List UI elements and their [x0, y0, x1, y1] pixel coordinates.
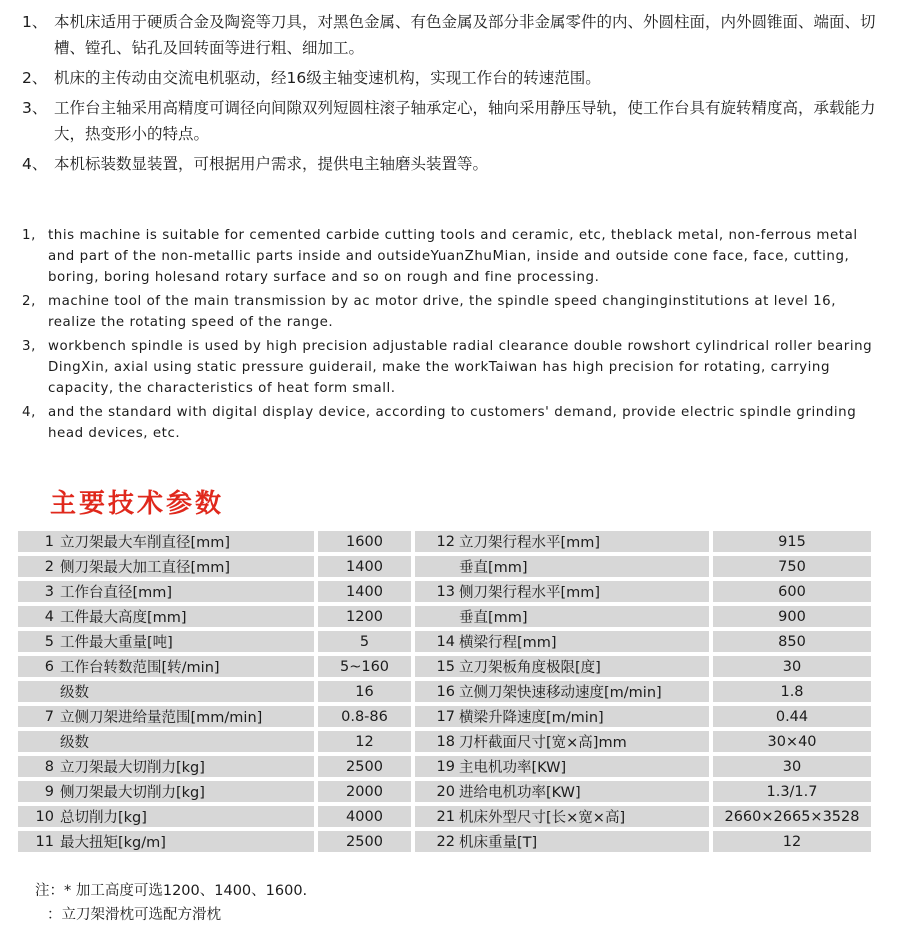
spec-row — [18, 581, 871, 606]
spec-label: 机床外型尺寸[长×宽×高] — [459, 810, 626, 826]
spec-value: 12 — [713, 831, 871, 852]
spec-row — [18, 831, 871, 852]
spec-label-cell — [18, 681, 318, 706]
spec-index: 16 — [436, 683, 455, 700]
spec-label: 侧刀架行程水平[mm] — [459, 585, 601, 601]
spec-label-cell — [415, 656, 713, 681]
spec-label-cell — [415, 731, 713, 756]
spec-index: 17 — [436, 708, 455, 725]
spec-label-wrap — [18, 756, 314, 777]
spec-value: 5 — [318, 631, 415, 656]
intro-cn-text: 工作台主轴采用高精度可调径向间隙双列短圆柱滚子轴承定心，轴向采用静压导轨，使工作台具有旋转精度高，承载能力大，热变形小的特点。 — [54, 99, 876, 143]
spec-label: 工件最大重量[吨] — [60, 635, 173, 651]
spec-index: 20 — [436, 783, 455, 800]
spec-label-wrap — [18, 681, 314, 702]
intro-cn-text: 本机标装数显装置，可根据用户需求，提供电主轴磨头装置等。 — [54, 155, 489, 173]
spec-label-wrap — [415, 656, 709, 677]
spec-value: 600 — [713, 581, 871, 606]
intro-en-list — [22, 225, 884, 447]
spec-value: 0.8-86 — [318, 706, 415, 731]
spec-label: 刀杆截面尺寸[宽×高]mm — [459, 735, 627, 751]
spec-label: 侧刀架最大加工直径[mm] — [60, 560, 231, 576]
spec-label: 最大扭矩[kg/m] — [60, 835, 166, 851]
spec-label: 横梁升降速度[m/min] — [459, 710, 604, 726]
spec-row — [18, 556, 871, 581]
intro-cn-item — [22, 65, 882, 91]
spec-label-cell — [415, 581, 713, 606]
spec-label: 侧刀架最大切削力[kg] — [60, 785, 205, 801]
spec-label-wrap — [415, 706, 709, 727]
intro-en-text: workbench spindle is used by high precision adjustable radial clearance double rowshort cylindrical roller bearing DingXin, axial using static pressure guiderail, make the workTaiwan has high precision for rotating, carrying capacity, the characteristics of heat form small. — [48, 339, 873, 396]
spec-label-cell — [18, 656, 318, 681]
spec-value: 16 — [318, 681, 415, 706]
spec-row — [18, 656, 871, 681]
spec-label-cell — [415, 756, 713, 781]
spec-label: 垂直[mm] — [459, 560, 528, 576]
spec-row — [18, 731, 871, 756]
spec-table — [18, 531, 871, 852]
spec-value: 850 — [713, 631, 871, 656]
spec-label-wrap — [415, 831, 709, 852]
spec-label: 立刀架最大车削直径[mm] — [60, 535, 231, 551]
spec-value: 30 — [713, 756, 871, 781]
spec-row — [18, 706, 871, 731]
spec-index: 7 — [44, 708, 54, 725]
spec-value: 750 — [713, 556, 871, 581]
spec-row — [18, 806, 871, 831]
spec-label-cell — [415, 606, 713, 631]
intro-en-item — [22, 336, 884, 399]
intro-cn-item — [22, 95, 882, 147]
spec-section-title: 主要技术参数 — [50, 489, 225, 519]
spec-label-wrap — [18, 781, 314, 802]
spec-label-cell — [18, 581, 318, 606]
spec-index: 2 — [44, 558, 54, 575]
spec-label: 工作台直径[mm] — [60, 585, 173, 601]
spec-label-wrap — [415, 581, 709, 602]
spec-label-wrap — [18, 631, 314, 652]
spec-label-cell — [415, 631, 713, 656]
spec-value: 1.8 — [713, 681, 871, 706]
spec-value: 915 — [713, 531, 871, 556]
spec-index: 13 — [436, 583, 455, 600]
spec-label: 工作台转数范围[转/min] — [60, 660, 220, 676]
spec-label-wrap — [18, 731, 314, 752]
spec-label-cell — [18, 756, 318, 781]
spec-label-cell — [415, 531, 713, 556]
intro-cn-num: 3、 — [22, 99, 48, 117]
spec-index: 14 — [436, 633, 455, 650]
spec-label: 工件最大高度[mm] — [60, 610, 187, 626]
spec-label-wrap — [415, 531, 709, 552]
spec-value: 1400 — [318, 556, 415, 581]
intro-en-num: 1, — [22, 228, 36, 243]
spec-label-cell — [415, 556, 713, 581]
spec-label-cell — [18, 806, 318, 831]
note-line-2: ：立刀架滑枕可选配方滑枕 — [47, 907, 221, 923]
spec-label-cell — [415, 781, 713, 806]
spec-index: 8 — [44, 758, 54, 775]
spec-label: 立侧刀架进给量范围[mm/min] — [60, 710, 263, 726]
intro-en-item — [22, 291, 884, 333]
spec-value: 4000 — [318, 806, 415, 831]
spec-label-cell — [415, 831, 713, 852]
spec-label-wrap — [415, 556, 709, 577]
spec-label-cell — [18, 531, 318, 556]
spec-label: 主电机功率[KW] — [459, 760, 567, 776]
spec-row — [18, 681, 871, 706]
spec-table-body — [18, 531, 871, 852]
spec-index: 4 — [44, 608, 54, 625]
spec-label-cell — [415, 806, 713, 831]
intro-en-text: this machine is suitable for cemented carbide cutting tools and ceramic, etc, theblack metal, non-ferrous metal and part of the non-metallic parts inside and outsideYuanZhuMian, inside and outside cone face, face, cutting, boring, boring holesand rotary surface and so on rough and fine processing. — [48, 228, 858, 285]
spec-index: 3 — [44, 583, 54, 600]
spec-row — [18, 606, 871, 631]
spec-label: 立刀架最大切削力[kg] — [60, 760, 205, 776]
spec-row — [18, 531, 871, 556]
spec-label-wrap — [415, 681, 709, 702]
spec-label: 级数 — [60, 685, 89, 701]
spec-index: 22 — [436, 833, 455, 850]
spec-label-wrap — [18, 806, 314, 827]
spec-label-wrap — [18, 656, 314, 677]
spec-index: 12 — [436, 533, 455, 550]
intro-en-text: machine tool of the main transmission by ac motor drive, the spindle speed changinginstitutions at level 16, realize the rotating speed of the range. — [48, 294, 837, 330]
intro-en-num: 3, — [22, 339, 36, 354]
spec-index: 15 — [436, 658, 455, 675]
spec-value: 2500 — [318, 831, 415, 852]
intro-cn-num: 2、 — [22, 69, 48, 87]
spec-value: 2500 — [318, 756, 415, 781]
spec-value: 2660×2665×3528 — [713, 806, 871, 831]
intro-en-num: 2, — [22, 294, 36, 309]
spec-label-wrap — [18, 531, 314, 552]
intro-cn-item — [22, 151, 882, 177]
spec-value: 1600 — [318, 531, 415, 556]
spec-index: 21 — [436, 808, 455, 825]
intro-cn-num: 1、 — [22, 13, 48, 31]
spec-label-cell — [415, 706, 713, 731]
spec-label-cell — [18, 556, 318, 581]
notes — [35, 879, 307, 927]
spec-label-wrap — [415, 781, 709, 802]
intro-en-num: 4, — [22, 405, 36, 420]
spec-value: 1200 — [318, 606, 415, 631]
spec-value: 0.44 — [713, 706, 871, 731]
intro-en-item — [22, 225, 884, 288]
spec-label: 立刀架板角度极限[度] — [459, 660, 601, 676]
intro-cn-text: 本机床适用于硬质合金及陶瓷等刀具，对黑色金属、有色金属及部分非金属零件的内、外圆柱面，内外圆锥面、端面、切槽、镗孔、钻孔及回转面等进行粗、细加工。 — [54, 13, 876, 57]
spec-value: 1.3/1.7 — [713, 781, 871, 806]
intro-cn-item — [22, 9, 882, 61]
spec-label: 立侧刀架快速移动速度[m/min] — [459, 685, 662, 701]
spec-value: 12 — [318, 731, 415, 756]
spec-index: 19 — [436, 758, 455, 775]
spec-value: 30×40 — [713, 731, 871, 756]
spec-label-wrap — [18, 556, 314, 577]
note-line-1: 注：* 加工高度可选1200、1400、1600. — [35, 883, 308, 899]
spec-label-cell — [18, 831, 318, 852]
intro-cn-text: 机床的主传动由交流电机驱动，经16级主轴变速机构，实现工作台的转速范围。 — [54, 69, 601, 87]
spec-label-wrap — [415, 806, 709, 827]
spec-row — [18, 756, 871, 781]
spec-value: 30 — [713, 656, 871, 681]
spec-label-wrap — [18, 581, 314, 602]
spec-index: 11 — [35, 833, 54, 850]
spec-index: 1 — [44, 533, 54, 550]
spec-label-cell — [18, 731, 318, 756]
spec-row — [18, 631, 871, 656]
spec-label: 进给电机功率[KW] — [459, 785, 581, 801]
spec-value: 5~160 — [318, 656, 415, 681]
spec-label-wrap — [415, 631, 709, 652]
spec-label-cell — [18, 706, 318, 731]
spec-label-wrap — [415, 731, 709, 752]
spec-label: 级数 — [60, 735, 89, 751]
intro-cn-list — [22, 9, 882, 181]
spec-label-cell — [415, 681, 713, 706]
spec-label-cell — [18, 781, 318, 806]
spec-label: 横梁行程[mm] — [459, 635, 557, 651]
spec-value: 2000 — [318, 781, 415, 806]
spec-value: 900 — [713, 606, 871, 631]
spec-label-wrap — [18, 831, 314, 852]
intro-en-item — [22, 402, 884, 444]
spec-index: 6 — [44, 658, 54, 675]
spec-label-wrap — [18, 706, 314, 727]
spec-label-cell — [18, 606, 318, 631]
spec-label-wrap — [415, 756, 709, 777]
intro-cn-num: 4、 — [22, 155, 48, 173]
spec-label: 机床重量[T] — [459, 835, 538, 851]
spec-value: 1400 — [318, 581, 415, 606]
spec-row — [18, 781, 871, 806]
spec-label-cell — [18, 631, 318, 656]
spec-label-wrap — [415, 606, 709, 627]
spec-label: 总切削力[kg] — [60, 810, 147, 826]
spec-index: 10 — [35, 808, 54, 825]
spec-label: 垂直[mm] — [459, 610, 528, 626]
spec-index: 9 — [44, 783, 54, 800]
spec-index: 5 — [44, 633, 54, 650]
spec-label: 立刀架行程水平[mm] — [459, 535, 601, 551]
spec-label-wrap — [18, 606, 314, 627]
intro-en-text: and the standard with digital display device, according to customers' demand, provide electric spindle grinding head devices, etc. — [48, 405, 857, 441]
spec-index: 18 — [436, 733, 455, 750]
